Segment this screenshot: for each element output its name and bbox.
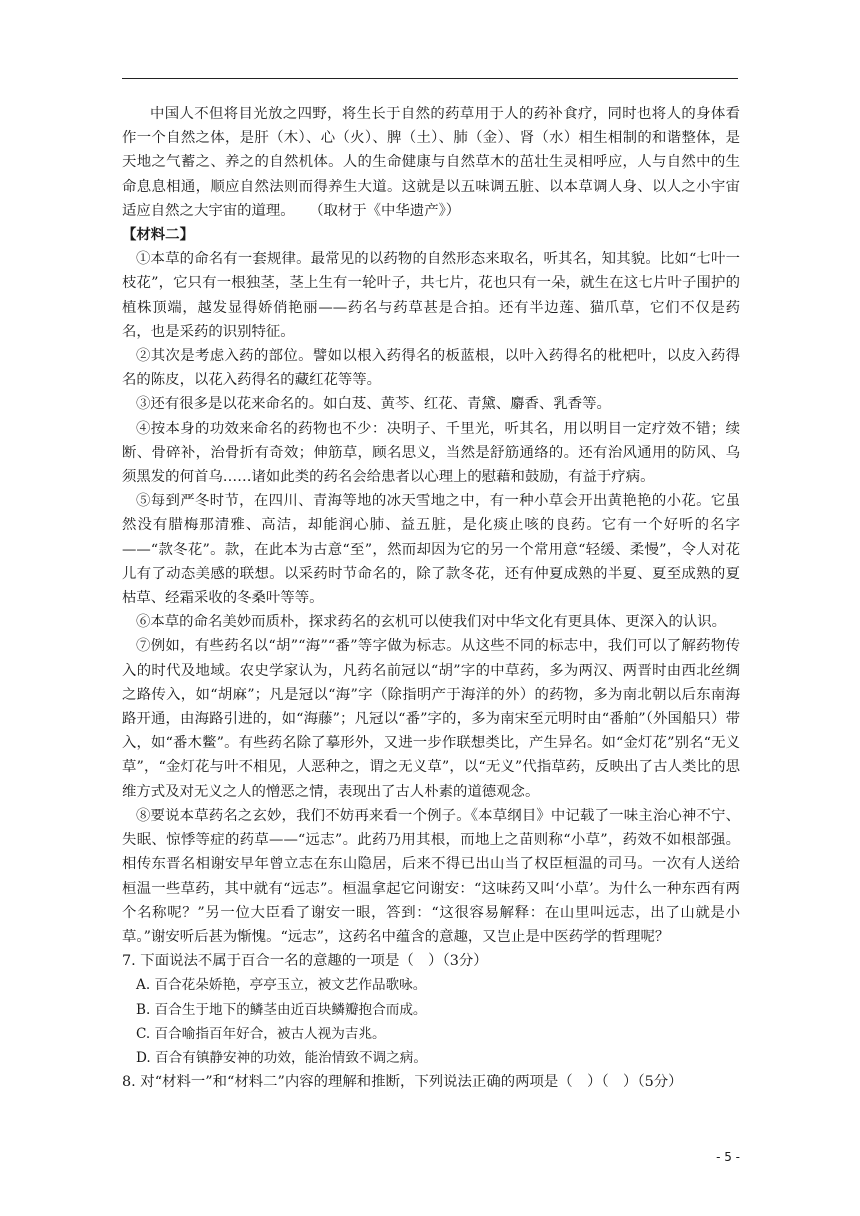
header-rule [122, 78, 738, 79]
paragraph-1: ①本草的命名有一套规律。最常见的以药物的自然形态来取名，听其名，知其貌。比如“七叶一枝花”，它只有一根独茎，茎上生有一轮叶子，共七片，花也只有一朵，就生在这七片叶子围护的植株顶端，越发显得娇俏艳丽——药名与药草甚是合拍。还有半边莲、猫爪草，它们不仅是药名，也是采药的识别特征。 [122, 251, 740, 340]
paragraph-3: ③还有很多是以花来命名的。如白芨、黄芩、红花、青黛、麝香、乳香等。 [136, 396, 611, 413]
paragraph-5: ⑤每到严冬时节，在四川、青海等地的冰天雪地之中，有一种小草会开出黄艳艳的小花。它虽然没有腊梅那清雅、高洁，却能润心肺、益五脏，是化痰止咳的良药。它有一个好听的名字——“款冬花”。款，在此本为古意“至”，然而却因为它的另一个常用意“轻缓、柔慢”，令人对花儿有了动态美感的联想。以采药时节命名的，除了款冬花，还有仲夏成熟的半夏、夏至成熟的夏枯草、经霜采收的冬桑叶等等。 [122, 493, 740, 607]
material2-heading: 【材料二】 [122, 226, 194, 244]
paragraph-4: ④按本身的功效来命名的药物也不少：决明子、千里光，听其名，用以明目一定疗效不错；续断、骨碎补，治骨折有奇效；伸筋草，顾名思义，当然是舒筋通络的。还有治风通用的防风、乌须黑发的何首乌……诸如此类的药名会给患者以心理上的慰藉和鼓励，有益于疗病。 [122, 420, 740, 486]
question-7-option-c: C. 百合喻指百年好合，被古人视为吉兆。 [136, 1025, 386, 1042]
question-7-stem: 7. 下面说法不属于百合一名的意趣的一项是（ ）（3分） [122, 953, 488, 970]
question-7-option-d: D. 百合有镇静安神的功效，能治情致不调之病。 [136, 1049, 427, 1066]
question-7-option-b: B. 百合生于地下的鳞茎由近百块鳞瓣抱合而成。 [136, 1001, 427, 1018]
paragraph-8: ⑧要说本草药名之玄妙，我们不妨再来看一个例子。《本草纲目》中记载了一味主治心神不宁、失眠、惊悸等症的药草——“远志”。此药乃用其根，而地上之苗则称“小草”，药效不如根部强。相传东晋名相谢安早年曾立志在东山隐居，后来不得已出山当了权臣桓温的司马。一次有人送给桓温一些草药，其中就有“远志”。桓温拿起它问谢安：“这味药又叫‘小草’。为什么一种东西有两个名称呢？”另一位大臣看了谢安一眼，答到：“这很容易解释：在山里叫远志，出了山就是小草。”谢安听后甚为惭愧。“远志”，这药名中蕴含的意趣，又岂止是中医药学的哲理呢？ [122, 807, 740, 945]
paragraph-6: ⑥本草的命名美妙而质朴，探求药名的玄机可以使我们对中华文化有更具体、更深入的认识。 [136, 614, 727, 631]
question-8-stem: 8. 对“材料一”和“材料二”内容的理解和推断，下列说法正确的两项是（ ）（ ）（5分） [122, 1074, 683, 1091]
article-body [122, 102, 740, 1094]
question-7-option-a: A. 百合花朵娇艳，亭亭玉立，被文艺作品歌咏。 [136, 977, 427, 994]
page-number: - 5 - [716, 1150, 740, 1164]
paragraph-7: ⑦例如，有些药名以“胡”“海”“番”等字做为标志。从这些不同的标志中，我们可以了解药物传入的时代及地域。农史学家认为，凡药名前冠以“胡”字的中草药，多为两汉、两晋时由西北丝绸之路传入，如“胡麻”；凡是冠以“海”字（除指明产于海洋的外）的药物，多为南北朝以后东南海路开通，由海路引进的，如“海藤”；凡冠以“番”字的，多为南宋至元明时由“番舶”（外国船只）带入，如“番木鳖”。有些药名除了摹形外，又进一步作联想类比，产生异名。如“金灯花”别名“无义草”，“金灯花与叶不相见，人恶种之，谓之无义草”，以“无义”代指草药，反映出了古人类比的思维方式及对无义之人的憎恶之情，表现出了古人朴素的道德观念。 [122, 638, 740, 800]
paragraph-2: ②其次是考虑入药的部位。譬如以根入药得名的板蓝根，以叶入药得名的枇杷叶，以皮入药得名的陈皮，以花入药得名的藏红花等等。 [122, 348, 740, 389]
intro-paragraph: 中国人不但将目光放之四野，将生长于自然的药草用于人的药补食疗，同时也将人的身体看作一个自然之体，是肝（木）、心（火）、脾（土）、肺（金）、肾（水）相生相制的和谐整体，是天地之气蓄之、养之的自然机体。人的生命健康与自然草木的茁壮生灵相呼应，人与自然中的生命息息相通，顺应自然法则而得养生大道。这就是以五味调五脏、以本草调人身、以人之小宇宙适应自然之大宇宙的道理。 （取材于《中华遗产》） [122, 106, 740, 219]
